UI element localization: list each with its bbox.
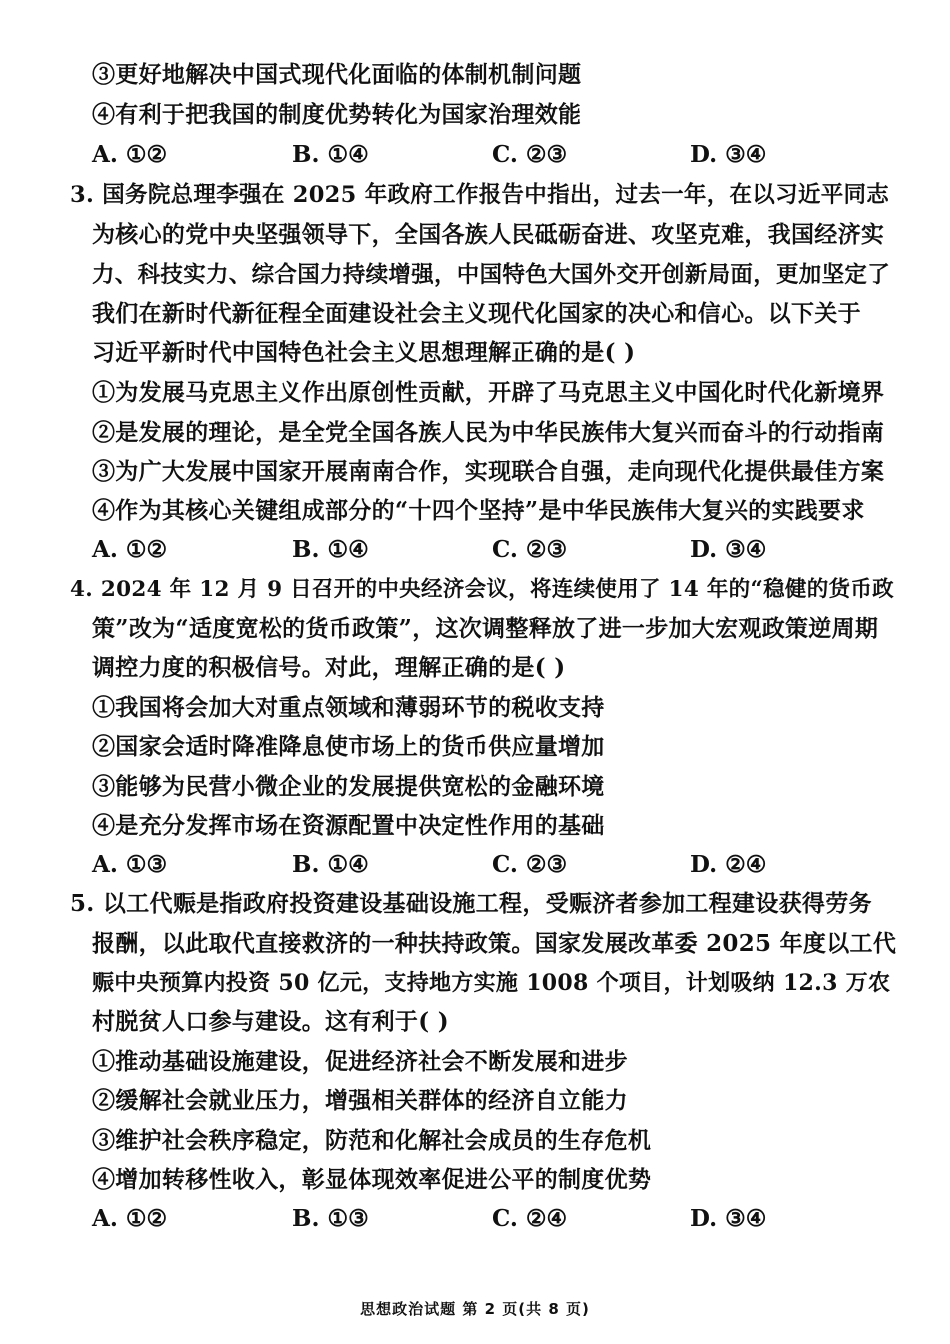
option-b[interactable]: B. ①④ (292, 851, 369, 878)
option-a[interactable]: A. ①② (92, 141, 168, 168)
q4-stem: 调控力度的积极信号。对此，理解正确的是( ) (92, 654, 566, 681)
option-a[interactable]: A. ①③ (92, 851, 168, 878)
q3-options (92, 533, 892, 567)
option-d[interactable]: D. ③④ (690, 536, 767, 563)
q5-options (92, 1202, 892, 1236)
q4-item: ②国家会适时降准降息使市场上的货币供应量增加 (92, 733, 605, 760)
option-d[interactable]: D. ②④ (690, 851, 767, 878)
q5-stem: 赈中央预算内投资 50 亿元，支持地方实施 1008 个项目，计划吸纳 12.3 万农 (92, 970, 891, 996)
q3-stem: 我们在新时代新征程全面建设社会主义现代化国家的决心和信心。以下关于 (92, 300, 861, 327)
q4-stem: 4. 2024 年 12 月 9 日召开的中央经济会议，将连续使用了 14 年的“稳健的货币政 (70, 577, 894, 602)
q4-options (92, 848, 892, 882)
option-a[interactable]: A. ①② (92, 536, 168, 563)
option-b[interactable]: B. ①④ (292, 536, 369, 563)
option-c[interactable]: C. ②④ (492, 1205, 568, 1232)
option-c[interactable]: C. ②③ (492, 141, 568, 168)
q3-stem: 力、科技实力、综合国力持续增强，中国特色大国外交开创新局面，更加坚定了 (92, 262, 891, 288)
q5-stem: 村脱贫人口参与建设。这有利于( ) (92, 1008, 449, 1035)
q4-stem: 策”改为“适度宽松的货币政策”，这次调整释放了进一步加大宏观政策逆周期 (92, 615, 879, 642)
option-c[interactable]: C. ②③ (492, 851, 568, 878)
option-d[interactable]: D. ③④ (690, 1205, 767, 1232)
q3-item: ③为广大发展中国家开展南南合作，实现联合自强，走向现代化提供最佳方案 (92, 458, 885, 485)
q5-stem: 报酬，以此取代直接救济的一种扶持政策。国家发展改革委 2025 年度以工代 (92, 930, 897, 957)
q3-stem: 习近平新时代中国特色社会主义思想理解正确的是( ) (92, 339, 636, 366)
option-b[interactable]: B. ①③ (292, 1205, 369, 1232)
q5-item: ④增加转移性收入，彰显体现效率促进公平的制度优势 (92, 1166, 652, 1193)
q4-item: ①我国将会加大对重点领域和薄弱环节的税收支持 (92, 694, 605, 721)
option-b[interactable]: B. ①④ (292, 141, 369, 168)
q3-item: ①为发展马克思主义作出原创性贡献，开辟了马克思主义中国化时代化新境界 (92, 379, 885, 406)
top-item: ③更好地解决中国式现代化面临的体制机制问题 (92, 61, 582, 88)
q5-stem: 5. 以工代赈是指政府投资建设基础设施工程，受赈济者参加工程建设获得劳务 (70, 890, 872, 917)
page-footer: 思想政治试题 第 2 页(共 8 页) (360, 1300, 590, 1318)
q5-item: ②缓解社会就业压力，增强相关群体的经济自立能力 (92, 1087, 628, 1114)
top-options (92, 138, 892, 172)
q3-stem: 为核心的党中央坚强领导下，全国各族人民砥砺奋进、攻坚克难，我国经济实 (92, 221, 885, 248)
option-a[interactable]: A. ①② (92, 1205, 168, 1232)
option-c[interactable]: C. ②③ (492, 536, 568, 563)
option-d[interactable]: D. ③④ (690, 141, 767, 168)
q3-item: ②是发展的理论，是全党全国各族人民为中华民族伟大复兴而奋斗的行动指南 (92, 419, 885, 446)
q3-item: ④作为其核心关键组成部分的“十四个坚持”是中华民族伟大复兴的实践要求 (92, 497, 865, 524)
q5-item: ③维护社会秩序稳定，防范和化解社会成员的生存危机 (92, 1127, 652, 1154)
q4-item: ③能够为民营小微企业的发展提供宽松的金融环境 (92, 773, 605, 800)
q3-stem: 3. 国务院总理李强在 2025 年政府工作报告中指出，过去一年，在以习近平同志 (70, 182, 890, 208)
q5-item: ①推动基础设施建设，促进经济社会不断发展和进步 (92, 1048, 628, 1075)
q4-item: ④是充分发挥市场在资源配置中决定性作用的基础 (92, 812, 605, 839)
top-item: ④有利于把我国的制度优势转化为国家治理效能 (92, 101, 582, 128)
